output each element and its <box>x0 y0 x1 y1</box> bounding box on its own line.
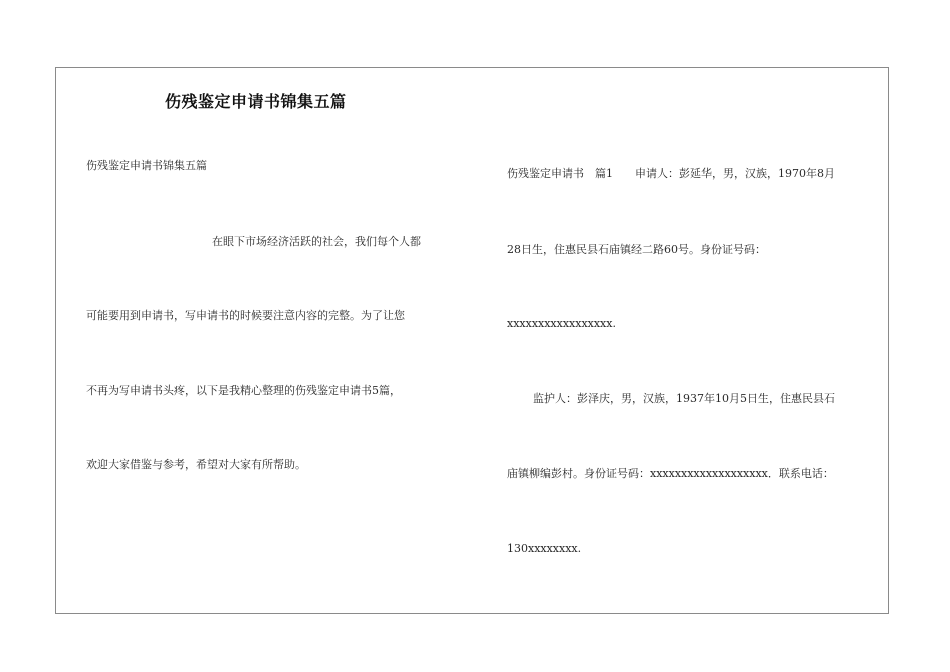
page-frame <box>55 67 889 614</box>
left-line-2: 在眼下市场经济活跃的社会，我们每个人都 <box>212 235 421 248</box>
left-line-1: 伤残鉴定申请书锦集五篇 <box>86 159 207 172</box>
right-line-2: 28日生，住惠民县石庙镇经二路60号。身份证号码： <box>507 243 766 256</box>
left-line-3: 可能要用到申请书，写申请书的时候要注意内容的完整。为了让您 <box>86 309 405 322</box>
right-line-5: 庙镇柳编彭村。身份证号码：xxxxxxxxxxxxxxxxxxx．联系电话： <box>507 467 834 480</box>
right-line-4: 监护人：彭泽庆，男，汉族，1937年10月5日生，住惠民县石 <box>533 392 835 405</box>
left-line-4: 不再为写申请书头疼，以下是我精心整理的伤残鉴定申请书5篇， <box>86 384 401 397</box>
right-line-1: 伤残鉴定申请书 篇1 申请人：彭延华，男，汉族，1970年8月 <box>507 167 835 180</box>
document-title: 伤残鉴定申请书锦集五篇 <box>165 92 347 111</box>
right-line-3: xxxxxxxxxxxxxxxxx. <box>507 317 616 330</box>
left-line-5: 欢迎大家借鉴与参考，希望对大家有所帮助。 <box>86 458 306 471</box>
right-line-6: 130xxxxxxxx. <box>507 542 582 555</box>
